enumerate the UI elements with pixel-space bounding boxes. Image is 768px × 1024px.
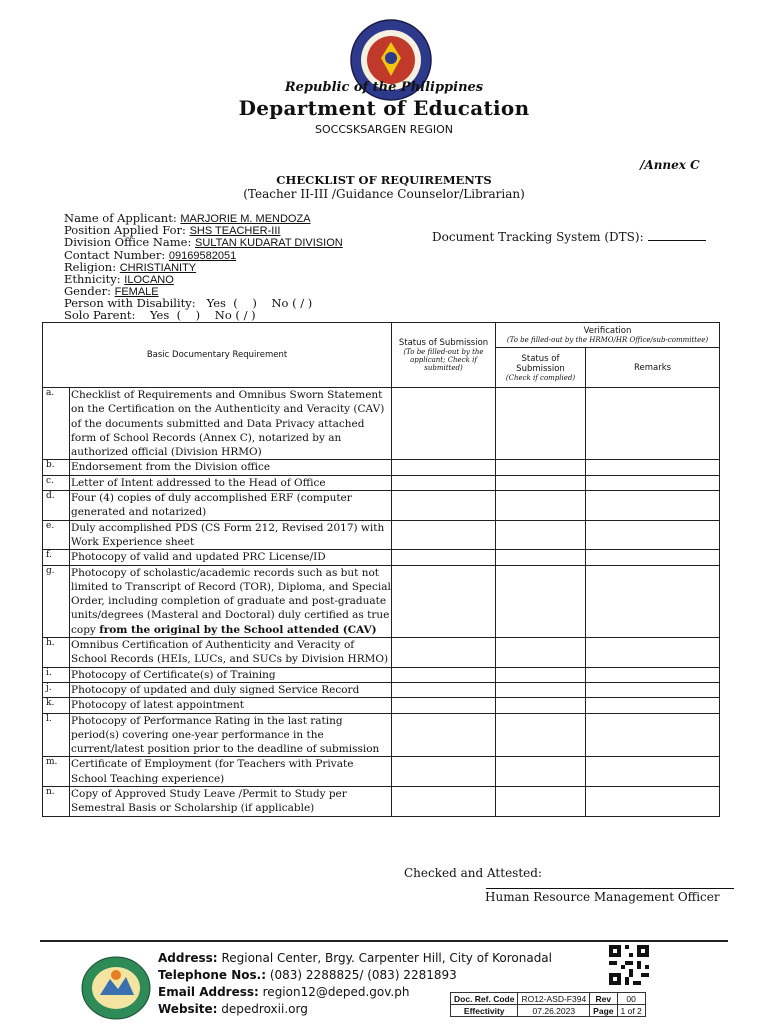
requirement-text — [70, 682, 392, 697]
requirement-row — [43, 388, 720, 460]
dts-field — [432, 230, 706, 244]
requirements-table — [42, 322, 720, 817]
requirement-row — [43, 491, 720, 521]
requirement-letter: n. — [43, 787, 70, 817]
requirement-description: Photocopy of valid and updated PRC License/ID — [71, 551, 326, 564]
requirement-letter: j. — [43, 682, 70, 697]
annex-label: /Annex C — [640, 158, 700, 172]
requirement-letter: h. — [43, 638, 70, 668]
remarks-cell[interactable] — [586, 713, 720, 757]
verification-status-cell[interactable] — [496, 388, 586, 460]
status-cell[interactable] — [392, 682, 496, 697]
contact-label: Contact Number: — [64, 247, 166, 262]
requirement-description: Photocopy of updated and duly signed Service Record — [71, 683, 360, 696]
religion-label: Religion: — [64, 259, 117, 274]
department-heading: Department of Education — [238, 96, 530, 120]
requirement-description: Letter of Intent addressed to the Head of Office — [71, 476, 326, 489]
requirement-text — [70, 460, 392, 475]
requirement-row — [43, 520, 720, 550]
remarks-cell[interactable] — [586, 565, 720, 637]
requirement-text — [70, 757, 392, 787]
region-heading: SOCCSKSARGEN REGION — [315, 123, 453, 136]
header-requirement: Basic Documentary Requirement — [43, 323, 392, 388]
requirement-row — [43, 682, 720, 697]
status-cell[interactable] — [392, 787, 496, 817]
remarks-cell[interactable] — [586, 667, 720, 682]
requirement-description: Checklist of Requirements and Omnibus Sworn Statement on the Certification on the Authenticity and Veracity (CAV) of the documents submitted and Data Privacy attached form of School Records (Annex C), notarized by an authorized official (Division HRMO) — [71, 389, 385, 459]
solo-parent-line: Solo Parent: Yes ( ) No ( / ) — [64, 307, 256, 322]
name-label: Name of Applicant: — [64, 211, 177, 225]
page-value: 1 of 2 — [617, 1005, 645, 1017]
remarks-cell[interactable] — [586, 757, 720, 787]
status-cell[interactable] — [392, 565, 496, 637]
remarks-cell[interactable] — [586, 388, 720, 460]
qr-code — [609, 945, 649, 985]
address-value: Regional Center, Brgy. Carpenter Hill, City of Koronadal — [221, 951, 552, 965]
status-cell[interactable] — [392, 475, 496, 490]
requirement-letter: m. — [43, 757, 70, 787]
remarks-cell[interactable] — [586, 638, 720, 668]
requirement-text — [70, 787, 392, 817]
requirement-description: Duly accomplished PDS (CS Form 212, Revised 2017) with Work Experience sheet — [71, 521, 385, 548]
requirement-row — [43, 550, 720, 565]
website-label: Website: — [158, 1002, 218, 1016]
header-status: Status of Submission (To be filled-out by the applicant; Check if submitted) — [392, 323, 496, 388]
website-link[interactable]: depedroxii.org — [221, 1002, 308, 1016]
status-cell[interactable] — [392, 520, 496, 550]
signature-line — [486, 888, 734, 889]
dts-label: Document Tracking System (DTS): — [432, 230, 644, 244]
verification-status-cell[interactable] — [496, 520, 586, 550]
remarks-cell[interactable] — [586, 698, 720, 713]
verification-status-cell[interactable] — [496, 565, 586, 637]
requirement-letter: a. — [43, 388, 70, 460]
requirement-text — [70, 475, 392, 490]
gender-value: FEMALE — [114, 286, 159, 299]
requirement-letter: e. — [43, 520, 70, 550]
requirement-letter: k. — [43, 698, 70, 713]
requirement-letter: c. — [43, 475, 70, 490]
pwd-line: Person with Disability: Yes ( ) No ( / ) — [64, 296, 313, 311]
status-cell[interactable] — [392, 491, 496, 521]
requirement-description: Omnibus Certification of Authenticity and Veracity of School Records (HEIs, LUCs, and SUCs by Division HRMO) — [71, 639, 389, 666]
checked-attested-label: Checked and Attested: — [404, 866, 542, 880]
rev-value: 00 — [617, 993, 645, 1005]
religion-value: CHRISTIANITY — [119, 261, 197, 274]
docref-label: Doc. Ref. Code — [451, 993, 518, 1005]
requirement-letter: d. — [43, 491, 70, 521]
header-remarks: Remarks — [586, 348, 720, 388]
status-cell[interactable] — [392, 550, 496, 565]
requirement-emphasis: from the original by the School attended (CAV) — [99, 623, 377, 636]
requirement-description: Four (4) copies of duly accomplished ERF (computer generated and notarized) — [71, 492, 352, 519]
requirement-row — [43, 565, 720, 637]
status-cell[interactable] — [392, 460, 496, 475]
email-label: Email Address: — [158, 985, 259, 999]
requirement-letter: l. — [43, 713, 70, 757]
ethnicity-value: ILOCANO — [124, 274, 174, 287]
division-value: SULTAN KUDARAT DIVISION — [194, 237, 343, 250]
status-cell[interactable] — [392, 713, 496, 757]
verification-status-cell[interactable] — [496, 460, 586, 475]
applicant-info — [64, 213, 343, 321]
division-label: Division Office Name: — [64, 235, 192, 250]
verification-status-cell[interactable] — [496, 667, 586, 682]
requirement-description: Photocopy of latest appointment — [71, 699, 244, 712]
requirement-row — [43, 460, 720, 475]
requirement-row — [43, 757, 720, 787]
requirement-row — [43, 787, 720, 817]
status-cell[interactable] — [392, 698, 496, 713]
ethnicity-label: Ethnicity: — [64, 272, 121, 287]
remarks-cell[interactable] — [586, 460, 720, 475]
rev-label: Rev — [590, 993, 617, 1005]
requirement-description: Endorsement from the Division office — [71, 461, 271, 474]
position-value: SHS TEACHER-III — [189, 225, 281, 238]
requirement-description: Photocopy of Certificate(s) of Training — [71, 668, 276, 681]
verification-status-cell[interactable] — [496, 787, 586, 817]
requirement-description: Photocopy of Performance Rating in the last rating period(s) covering one-year performance in the current/latest position prior to the deadline of submission — [71, 714, 380, 756]
document-subtitle: (Teacher II-III /Guidance Counselor/Librarian) — [243, 187, 525, 201]
verification-status-cell[interactable] — [496, 713, 586, 757]
verification-status-cell[interactable] — [496, 698, 586, 713]
requirement-text — [70, 520, 392, 550]
region-logo — [80, 955, 152, 1021]
requirement-text — [70, 713, 392, 757]
requirement-letter: f. — [43, 550, 70, 565]
remarks-cell[interactable] — [586, 550, 720, 565]
verification-status-cell[interactable] — [496, 757, 586, 787]
requirement-text — [70, 698, 392, 713]
requirement-letter: i. — [43, 667, 70, 682]
requirement-row — [43, 638, 720, 668]
gender-label: Gender: — [64, 284, 111, 299]
republic-heading: Republic of the Philippines — [284, 80, 484, 95]
applicant-name: MARJORIE M. MENDOZA — [180, 213, 311, 225]
requirement-row — [43, 475, 720, 490]
verification-status-cell[interactable] — [496, 475, 586, 490]
effectivity-label: Effectivity — [451, 1005, 518, 1017]
requirement-description: Photocopy of scholastic/academic records such as but not limited to Transcript of Record (TOR), Diploma, and Special Order, including completion of graduate and post-graduate units/degrees (Masteral and Doctoral) duly certified as true copy — [71, 566, 391, 636]
requirement-row — [43, 713, 720, 757]
status-cell[interactable] — [392, 757, 496, 787]
requirement-text — [70, 667, 392, 682]
remarks-cell[interactable] — [586, 787, 720, 817]
status-cell[interactable] — [392, 388, 496, 460]
page-label: Page — [590, 1005, 617, 1017]
verification-status-cell[interactable] — [496, 550, 586, 565]
requirement-description: Certificate of Employment (for Teachers with Private School Teaching experience) — [71, 758, 354, 785]
phone-label: Telephone Nos.: — [158, 968, 267, 982]
requirement-text — [70, 491, 392, 521]
remarks-cell[interactable] — [586, 682, 720, 697]
footer-divider — [40, 940, 728, 942]
address-label: Address: — [158, 951, 218, 965]
header-ver-status: Status of Submission (Check if complied) — [496, 348, 586, 388]
verification-status-cell[interactable] — [496, 491, 586, 521]
header-verification: Verification (To be filled-out by the HRMO/HR Office/sub-committee) — [496, 323, 720, 348]
docref-value: RO12-ASD-F394 — [518, 993, 590, 1005]
requirement-text — [70, 550, 392, 565]
requirement-text — [70, 638, 392, 668]
status-cell[interactable] — [392, 667, 496, 682]
requirement-text — [70, 565, 392, 637]
phone-value: (083) 2288825/ (083) 2281893 — [269, 968, 457, 982]
requirement-row — [43, 667, 720, 682]
dts-blank[interactable] — [648, 240, 706, 241]
requirement-description: Copy of Approved Study Leave /Permit to Study per Semestral Basis or Scholarship (if applicable) — [71, 788, 347, 815]
position-label: Position Applied For: — [64, 223, 186, 238]
effectivity-value: 07.26.2023 — [518, 1005, 590, 1017]
requirement-letter: g. — [43, 565, 70, 637]
doc-ref-table — [450, 992, 646, 1017]
requirement-text — [70, 388, 392, 460]
remarks-cell[interactable] — [586, 520, 720, 550]
requirement-letter: b. — [43, 460, 70, 475]
contact-value: 09169582051 — [168, 249, 237, 262]
document-title: CHECKLIST OF REQUIREMENTS — [276, 173, 492, 187]
verification-status-cell[interactable] — [496, 682, 586, 697]
requirement-row — [43, 698, 720, 713]
remarks-cell[interactable] — [586, 491, 720, 521]
email-value[interactable]: region12@deped.gov.ph — [262, 985, 410, 999]
status-cell[interactable] — [392, 638, 496, 668]
remarks-cell[interactable] — [586, 475, 720, 490]
hrmo-label: Human Resource Management Officer — [485, 890, 720, 904]
verification-status-cell[interactable] — [496, 638, 586, 668]
